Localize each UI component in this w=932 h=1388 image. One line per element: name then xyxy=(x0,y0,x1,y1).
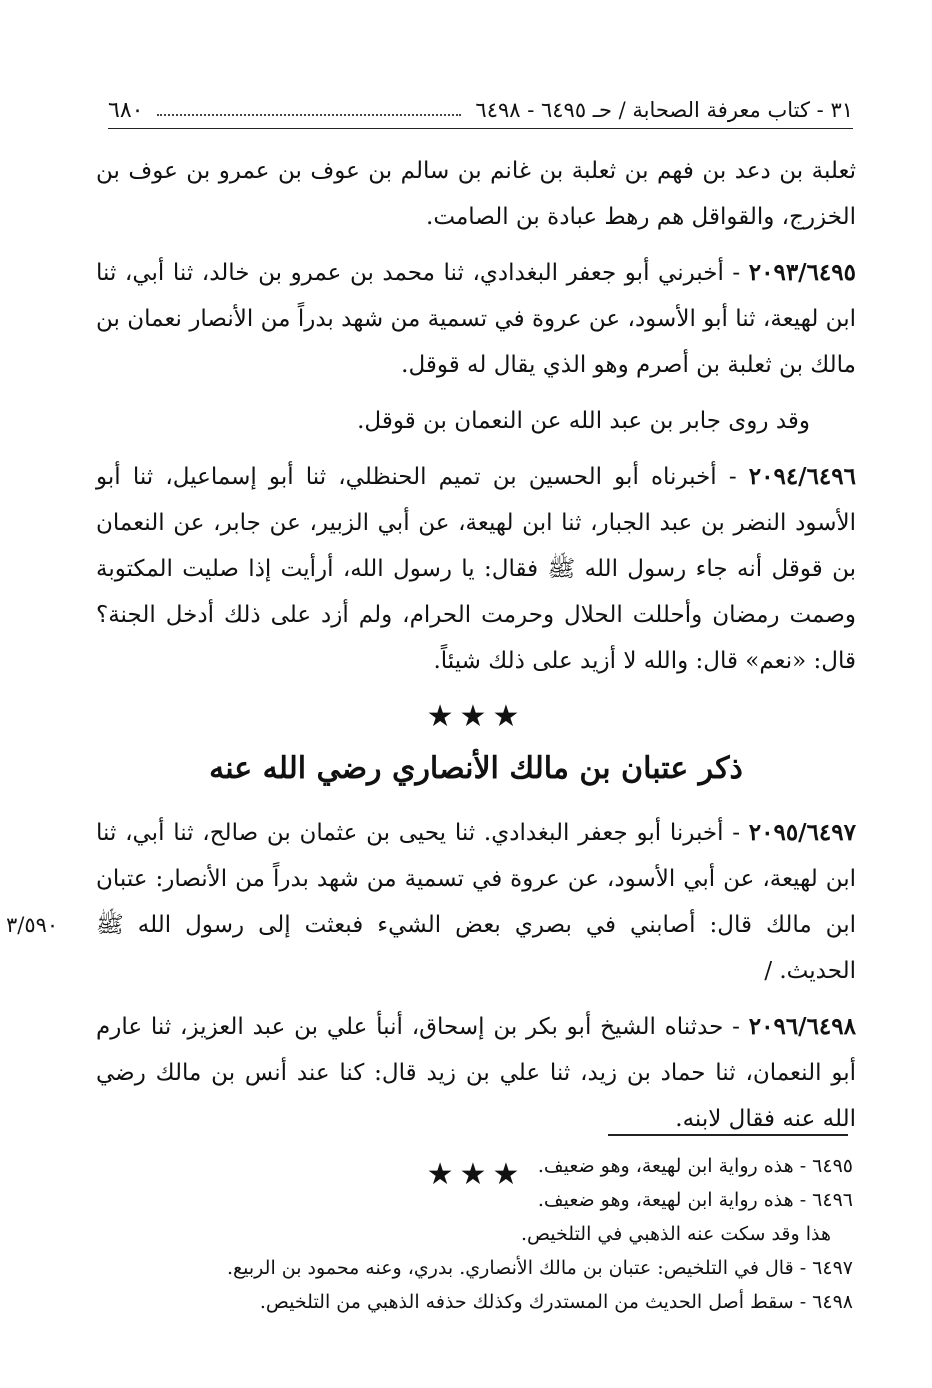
running-title: ٣١ - كتاب معرفة الصحابة / حـ ٦٤٩٥ - ٦٤٩٨ xyxy=(475,98,853,122)
footnotes xyxy=(120,1150,853,1320)
running-header xyxy=(108,92,853,129)
hadith-number: ٢٠٩٥/٦٤٩٧ xyxy=(748,819,856,846)
footnote: ٦٤٩٨ - سقط أصل الحديث من المستدرك وكذلك حذفه الذهبي من التلخيص. xyxy=(259,1291,853,1313)
paragraph-text: وقد روى جابر بن عبد الله عن النعمان بن قوقل. xyxy=(357,408,810,434)
footnote-rule xyxy=(608,1134,848,1136)
hadith-text: - أخبرنا أبو جعفر البغدادي. ثنا يحيى بن عثمان بن صالح، ثنا أبي، ثنا ابن لهيعة، عن أبي الأسود، عن عروة في تسمية من شهد بدراً من الأنصار: عتبان ابن مالك قال: أصابني في بصري بعض الشيء فبعثت إلى رسول الله ﷺ الحديث. / xyxy=(96,820,856,984)
hadith-number: ٢٠٩٦/٦٤٩٨ xyxy=(748,1013,856,1040)
hadith-6496 xyxy=(96,454,856,684)
hadith-text: - حدثناه الشيخ أبو بكر بن إسحاق، أنبأ علي بن عبد العزيز، ثنا عارم أبو النعمان، ثنا حماد بن زيد، ثنا علي بن زيد قال: كنا عند أنس بن مالك رضي الله عنه فقال لابنه. xyxy=(96,1014,856,1132)
paragraph-continuation xyxy=(96,148,856,240)
hadith-6497 xyxy=(6,810,856,994)
footnote: ٦٤٩٦ - هذه رواية ابن لهيعة، وهو ضعيف. xyxy=(537,1189,853,1211)
footnote: ٦٤٩٥ - هذه رواية ابن لهيعة، وهو ضعيف. xyxy=(537,1155,853,1177)
header-leader-dots xyxy=(157,114,461,116)
hadith-text: - أخبرني أبو جعفر البغدادي، ثنا محمد بن عمرو بن خالد، ثنا أبي، ثنا ابن لهيعة، ثنا أبو الأسود، عن عروة في تسمية من شهد بدراً من الأنصار نعمان بن مالك بن ثعلبة بن أصرم وهو الذي يقال له قوقل. xyxy=(96,260,856,378)
main-text xyxy=(6,148,856,1204)
hadith-text: - أخبرناه أبو الحسين بن تميم الحنظلي، ثنا أبو إسماعيل، ثنا أبو الأسود النضر بن عبد الجبار، ثنا ابن لهيعة، عن أبي الزبير، عن جابر، عن النعمان بن قوقل أنه جاء رسول الله ﷺ فقال: يا رسول الله، أرأيت إذا صليت المكتوبة وصمت رمضان وأحللت الحلال وحرمت الحرام، ولم أزد على ذلك أدخل الجنة؟ قال: «نعم» قال: والله لا أزيد على ذلك شيئاً. xyxy=(96,464,856,674)
footnote: ٦٤٩٧ - قال في التلخيص: عتبان بن مالك الأنصاري. بدري، وعنه محمود بن الربيع. xyxy=(227,1257,853,1279)
paragraph-text: ثعلبة بن دعد بن فهم بن ثعلبة بن غانم بن سالم بن عوف بن عمرو بن عوف بن الخزرج، والقواقل هم رهط عبادة بن الصامت. xyxy=(96,158,856,230)
hadith-6498 xyxy=(96,1004,856,1142)
section-separator: ★★★ xyxy=(426,699,526,734)
margin-reference: ٣/٥٩٠ xyxy=(6,913,59,937)
section-separator: ★★★ xyxy=(426,1157,526,1192)
hadith-number: ٢٠٩٣/٦٤٩٥ xyxy=(748,259,856,286)
hadith-6495 xyxy=(96,250,856,388)
narration-note xyxy=(96,398,856,444)
page-number: ٦٨٠ xyxy=(108,97,144,123)
footnote: هذا وقد سكت عنه الذهبي في التلخيص. xyxy=(520,1223,831,1245)
section-heading: ذكر عتبان بن مالك الأنصاري رضي الله عنه xyxy=(209,751,743,786)
hadith-number: ٢٠٩٤/٦٤٩٦ xyxy=(748,463,856,490)
